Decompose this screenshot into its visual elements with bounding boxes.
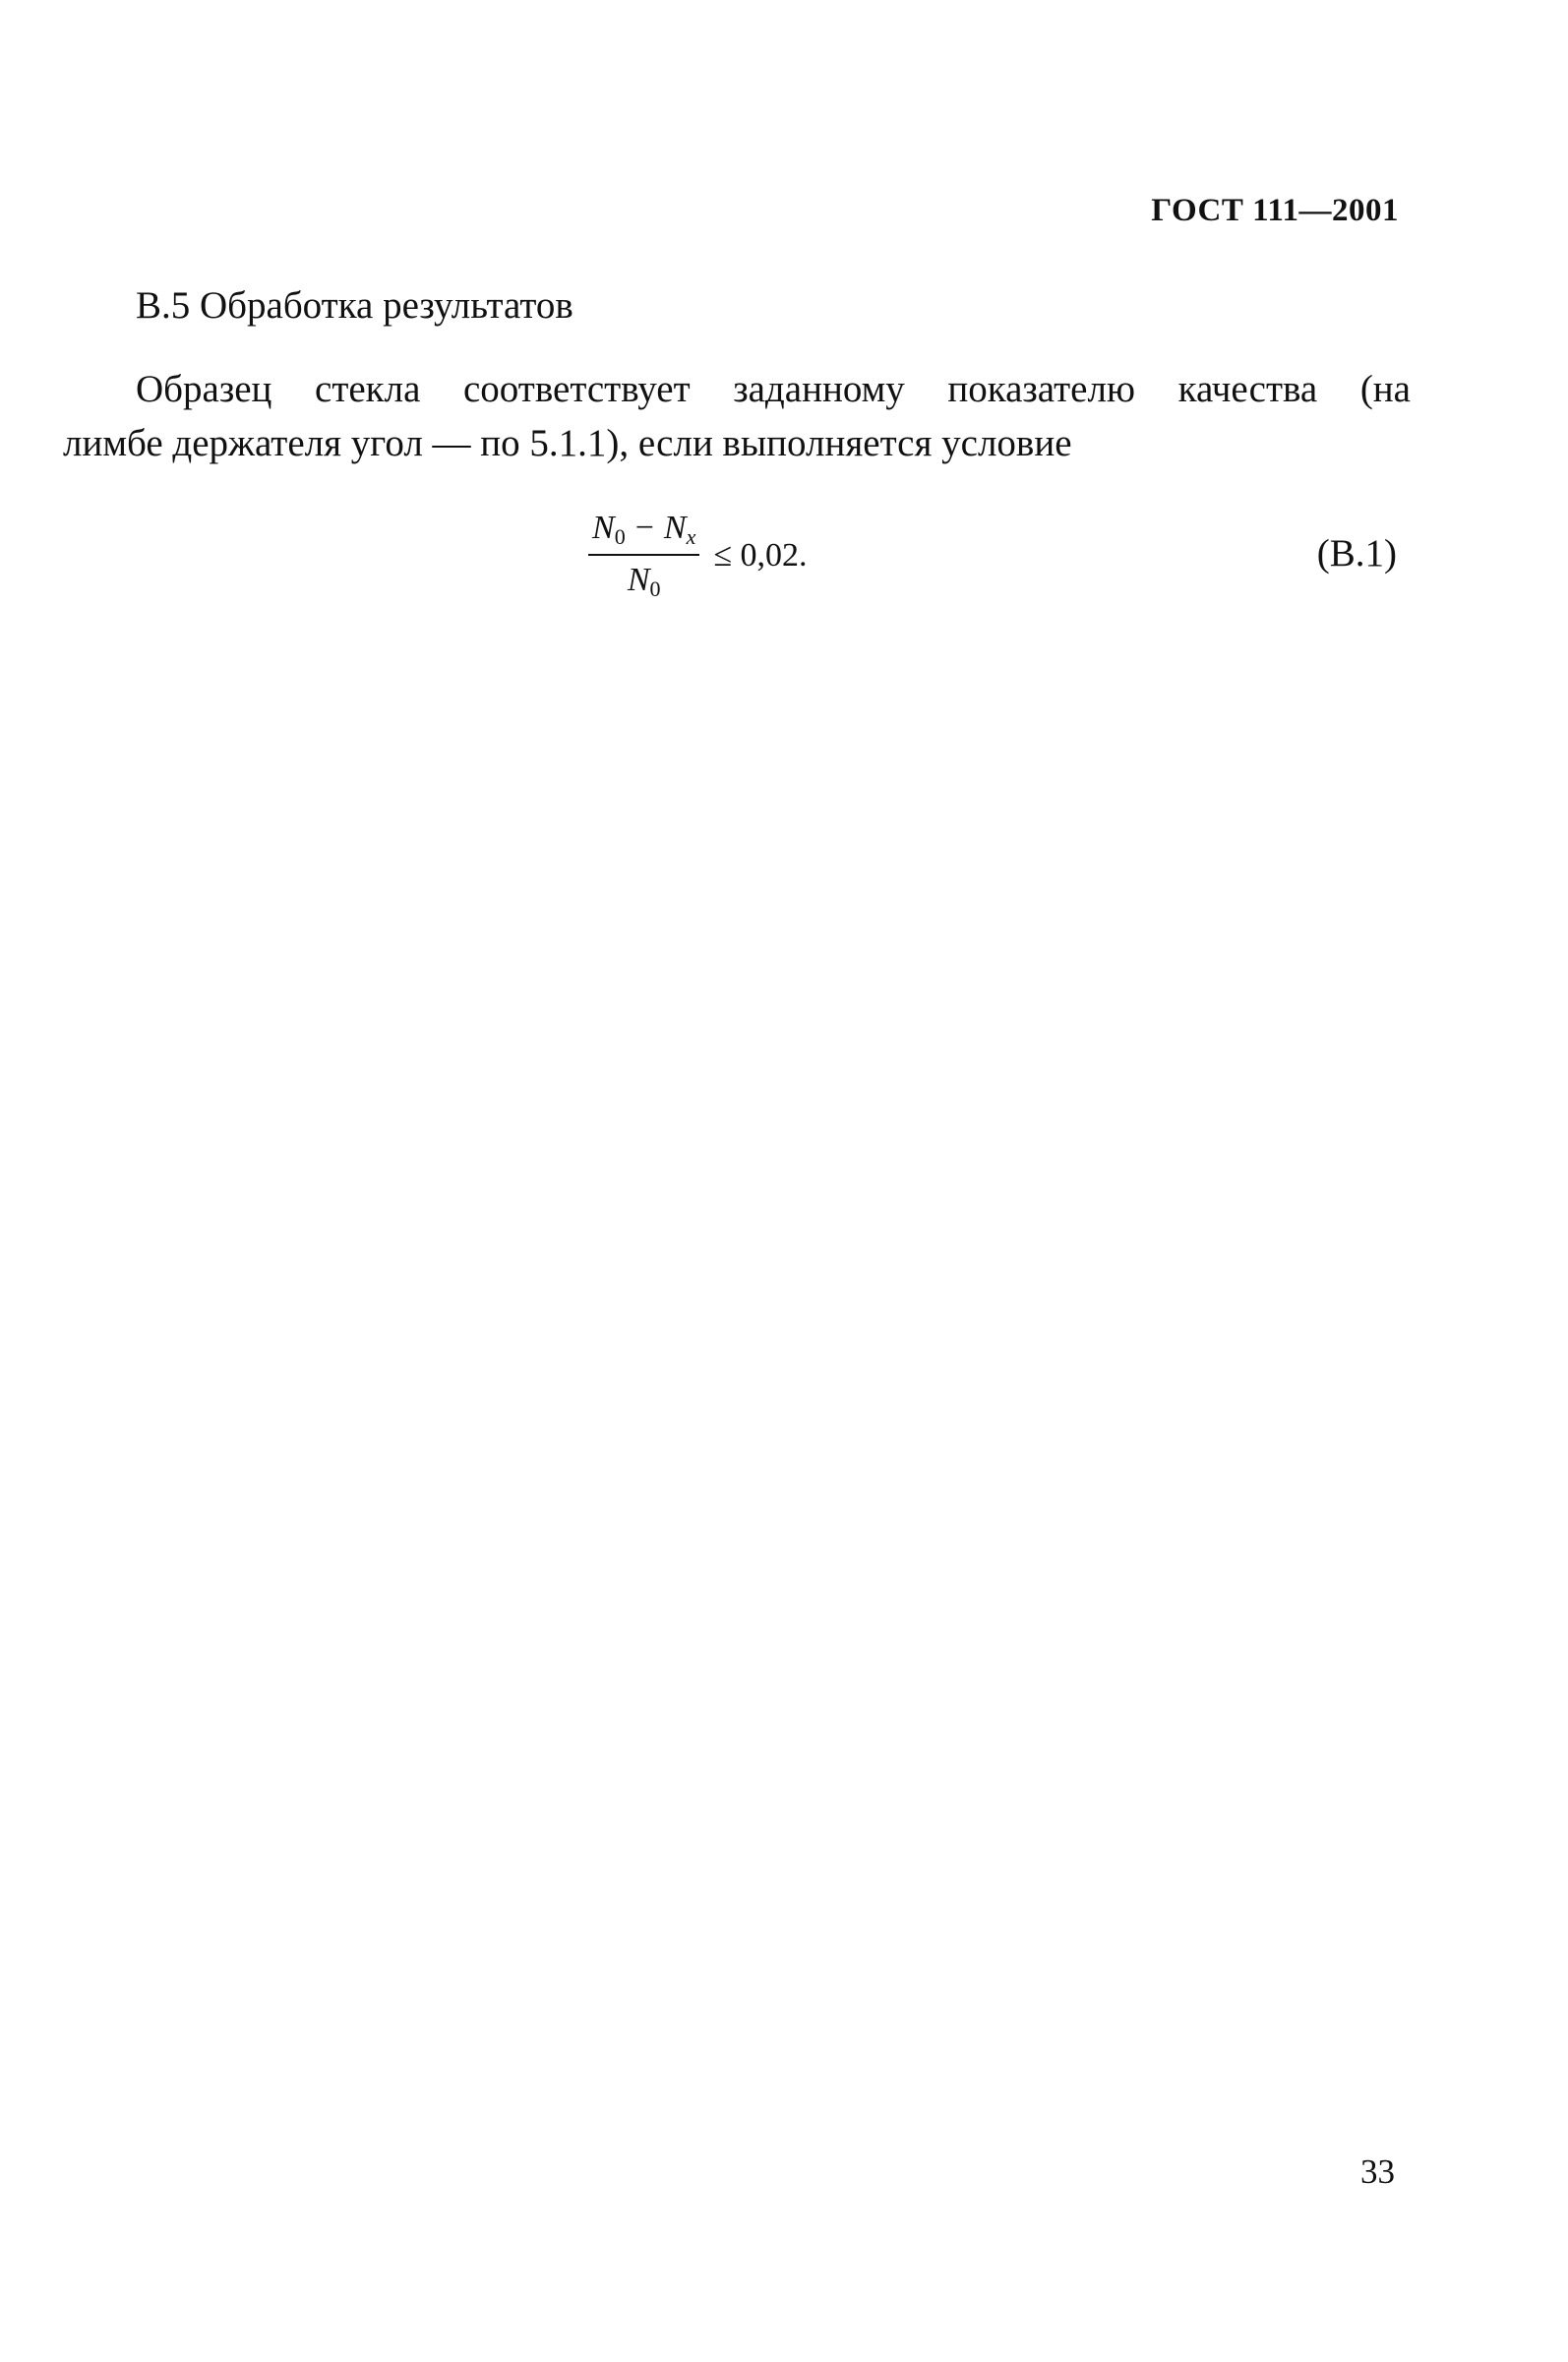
numerator-subscript-a: 0	[614, 524, 626, 549]
document-code: ГОСТ 111—2001	[1151, 193, 1399, 228]
formula-numerator	[588, 510, 699, 554]
paragraph-line-2: лимбе держателя угол — по 5.1.1), если выполняется условие	[63, 422, 1072, 464]
numerator-variable-a: N	[592, 510, 615, 546]
denominator-variable: N	[627, 562, 650, 598]
equation-number: (В.1)	[1316, 532, 1397, 575]
numerator-subscript-b: x	[686, 524, 696, 549]
page-number: 33	[1360, 2152, 1395, 2191]
formula-b1	[588, 510, 808, 602]
formula-fraction	[588, 510, 699, 602]
numerator-variable-b: N	[663, 510, 687, 546]
section-heading: В.5 Обработка результатов	[136, 284, 573, 327]
denominator-subscript: 0	[649, 576, 661, 601]
minus-sign: −	[634, 510, 654, 546]
formula-relation: ≤ 0,02.	[713, 537, 808, 574]
formula-denominator	[628, 556, 661, 602]
body-paragraph	[63, 362, 1411, 470]
paragraph-line-1: Образец стекла соответствует заданному показателю качества (на	[136, 368, 1411, 410]
